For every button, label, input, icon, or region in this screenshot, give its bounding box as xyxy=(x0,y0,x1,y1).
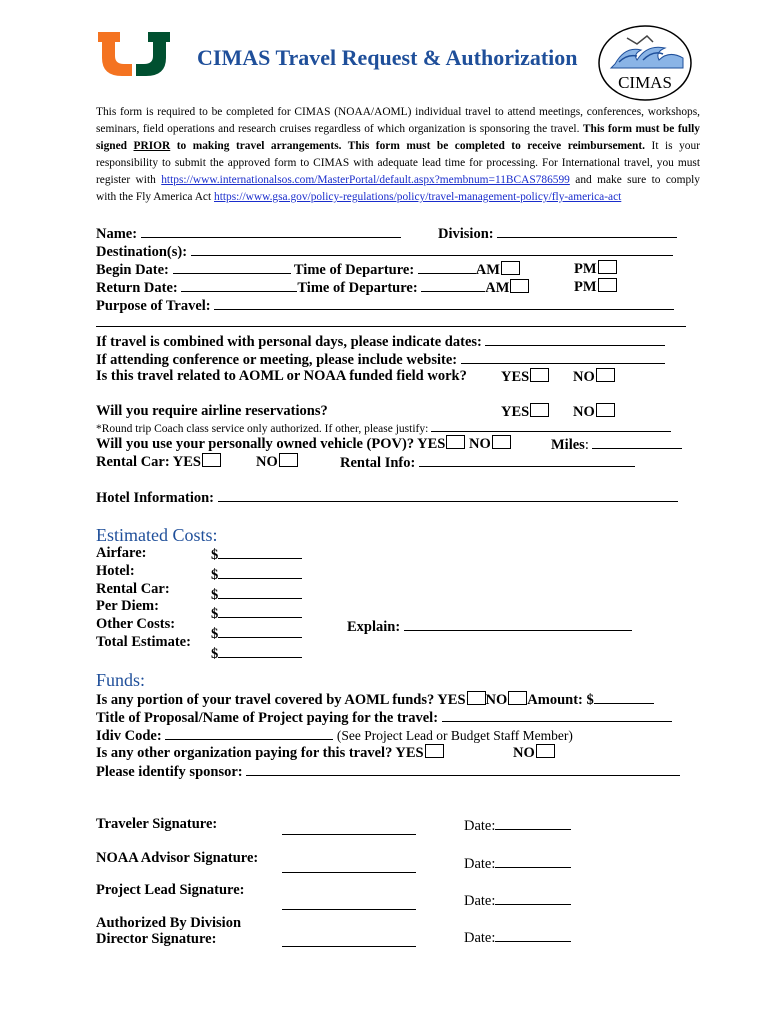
purpose-field[interactable] xyxy=(214,296,674,310)
field-work-yes-checkbox[interactable] xyxy=(530,368,549,382)
cost-fields: $ $ $ $ $ $ xyxy=(211,545,302,664)
total-estimate-field[interactable] xyxy=(218,644,302,658)
return-date-field[interactable] xyxy=(181,278,297,292)
destination-row: Destination(s): xyxy=(96,242,673,261)
airline-row: Will you require airline reservations? xyxy=(96,403,328,419)
per-diem-field[interactable] xyxy=(218,604,302,618)
begin-pm-row: PM xyxy=(574,260,617,278)
proposal-row: Title of Proposal/Name of Project paying for the travel: xyxy=(96,708,672,727)
hotel-row: Hotel Information: xyxy=(96,488,678,507)
purpose-field-line-2[interactable] xyxy=(96,326,686,327)
miles-row: Miles: xyxy=(551,435,682,454)
amount-field[interactable] xyxy=(594,690,654,704)
field-work-no-checkbox[interactable] xyxy=(596,368,615,382)
cimas-logo xyxy=(597,24,693,102)
other-cost-field[interactable] xyxy=(218,624,302,638)
airline-no: NO xyxy=(573,403,615,421)
page-title: CIMAS Travel Request & Authorization xyxy=(197,45,578,70)
noaa-signature-field[interactable] xyxy=(282,860,416,878)
conference-website-field[interactable] xyxy=(461,350,665,364)
estimated-costs-heading: Estimated Costs: xyxy=(96,525,218,545)
director-date-field[interactable] xyxy=(495,928,571,942)
noaa-signature-label: NOAA Advisor Signature: xyxy=(96,850,259,866)
cost-label-total: Total Estimate: xyxy=(96,633,191,650)
airline-yes: YES xyxy=(501,403,549,421)
begin-date-field[interactable] xyxy=(173,260,291,274)
other-org-yes-checkbox[interactable] xyxy=(425,744,444,758)
field-work-yes: YES xyxy=(501,368,549,386)
traveler-signature-label: Traveler Signature: xyxy=(96,816,218,832)
funds-heading: Funds: xyxy=(96,670,146,690)
traveler-date-field[interactable] xyxy=(495,816,571,830)
aoml-yes-checkbox[interactable] xyxy=(467,691,486,705)
director-date-row: Date: xyxy=(464,928,571,947)
personal-days-field[interactable] xyxy=(485,332,665,346)
coach-justify-field[interactable] xyxy=(431,421,671,432)
begin-pm-checkbox[interactable] xyxy=(598,260,617,274)
begin-am-checkbox[interactable] xyxy=(501,261,520,275)
traveler-date-row: Date: xyxy=(464,816,571,835)
proposal-field[interactable] xyxy=(442,708,672,722)
director-signature-field[interactable] xyxy=(282,934,416,952)
purpose-row: Purpose of Travel: xyxy=(96,296,674,315)
international-sos-link[interactable]: https://www.internationalsos.com/MasterPortal/default.aspx?membnum=11BCAS786599 xyxy=(161,174,570,186)
coach-note-row: *Round trip Coach class service only authorized. If other, please justify: xyxy=(96,421,671,435)
rental-car-row: Rental Car: YES xyxy=(96,453,221,471)
explain-row: Explain: xyxy=(347,617,632,636)
division-row: Division: xyxy=(438,224,677,243)
fly-america-link[interactable]: https://www.gsa.gov/policy-regulations/policy/travel-management-policy/fly-america-act xyxy=(214,191,622,203)
hotel-cost-field[interactable] xyxy=(218,565,302,579)
project-lead-date-row: Date: xyxy=(464,891,571,910)
project-lead-date-field[interactable] xyxy=(495,891,571,905)
name-row: Name: xyxy=(96,224,401,243)
airfare-field[interactable] xyxy=(218,545,302,559)
traveler-signature-field[interactable] xyxy=(282,822,416,840)
other-org-no-checkbox[interactable] xyxy=(536,744,555,758)
rental-no: NO xyxy=(256,453,298,471)
aoml-no-checkbox[interactable] xyxy=(508,691,527,705)
cost-labels xyxy=(96,545,191,652)
miles-field[interactable] xyxy=(592,435,682,449)
cost-label-rental-car: Rental Car: xyxy=(96,580,170,597)
cost-label-per-diem: Per Diem: xyxy=(96,598,159,615)
sponsor-field[interactable] xyxy=(246,762,680,776)
project-lead-signature-field[interactable] xyxy=(282,897,416,915)
rental-yes-checkbox[interactable] xyxy=(202,453,221,467)
rental-cost-field[interactable] xyxy=(218,585,302,599)
noaa-date-row: Date: xyxy=(464,854,571,873)
hotel-info-field[interactable] xyxy=(218,488,678,502)
pov-yes-checkbox[interactable] xyxy=(446,435,465,449)
noaa-date-field[interactable] xyxy=(495,854,571,868)
other-org-no: NO xyxy=(513,744,555,762)
conference-row: If attending conference or meeting, please include website: xyxy=(96,350,665,369)
project-lead-signature-label: Project Lead Signature: xyxy=(96,882,245,898)
field-work-no: NO xyxy=(573,368,615,386)
rental-info-row: Rental Info: xyxy=(340,453,635,472)
airline-no-checkbox[interactable] xyxy=(596,403,615,417)
um-logo xyxy=(96,30,172,76)
pov-no-checkbox[interactable] xyxy=(492,435,511,449)
destination-field[interactable] xyxy=(191,242,673,256)
rental-no-checkbox[interactable] xyxy=(279,453,298,467)
aoml-funds-row: Is any portion of your travel covered by AOML funds? YES NO Amount: $ xyxy=(96,690,654,709)
return-pm-row: PM xyxy=(574,278,617,296)
cimas-logo-text: CIMAS xyxy=(618,73,672,92)
name-field[interactable] xyxy=(141,224,401,238)
return-time-field[interactable] xyxy=(421,278,485,292)
return-pm-checkbox[interactable] xyxy=(598,278,617,292)
division-field[interactable] xyxy=(497,224,677,238)
idiv-code-field[interactable] xyxy=(165,726,333,740)
begin-time-field[interactable] xyxy=(418,260,476,274)
director-signature-label: Authorized By Division Director Signature: xyxy=(96,915,242,947)
intro-paragraph: This form is required to be completed for CIMAS (NOAA/AOML) individual travel to attend meetings, conferences, workshops, seminars, field operations and research cruises regardless of which organization is sponsoring the travel. This form must be fully signed PRIOR to making travel arrangements. This form must be completed to receive reimbursement. It is your responsibility to submit the approved form to CIMAS with adequate lead time for processing. For International travel, you must register with https://www.internationalsos.com/MasterPortal/default.aspx?membnum=11BCAS786599 and make sure to comply with the Fly America Act https://www.gsa.gov/policy-regulations/policy/travel-management-policy/fly-america-act xyxy=(96,106,700,203)
cost-label-hotel: Hotel: xyxy=(96,562,135,579)
return-am-checkbox[interactable] xyxy=(510,279,529,293)
cost-label-other: Other Costs: xyxy=(96,616,176,633)
idiv-row: Idiv Code: (See Project Lead or Budget Staff Member) xyxy=(96,728,573,744)
begin-date-row: Begin Date: Time of Departure: AM xyxy=(96,260,520,279)
sponsor-row: Please identify sponsor: xyxy=(96,762,680,781)
explain-field[interactable] xyxy=(404,617,632,631)
return-date-row: Return Date: Time of Departure: AM xyxy=(96,278,529,297)
other-org-row: Is any other organization paying for this travel? YES xyxy=(96,744,444,762)
personal-days-row: If travel is combined with personal days, please indicate dates: xyxy=(96,332,665,351)
airline-yes-checkbox[interactable] xyxy=(530,403,549,417)
cost-label-airfare: Airfare: xyxy=(96,545,147,561)
rental-info-field[interactable] xyxy=(419,453,635,467)
field-work-row: Is this travel related to AOML or NOAA funded field work? xyxy=(96,368,467,384)
pov-row: Will you use your personally owned vehicle (POV)? YES NO xyxy=(96,435,511,453)
